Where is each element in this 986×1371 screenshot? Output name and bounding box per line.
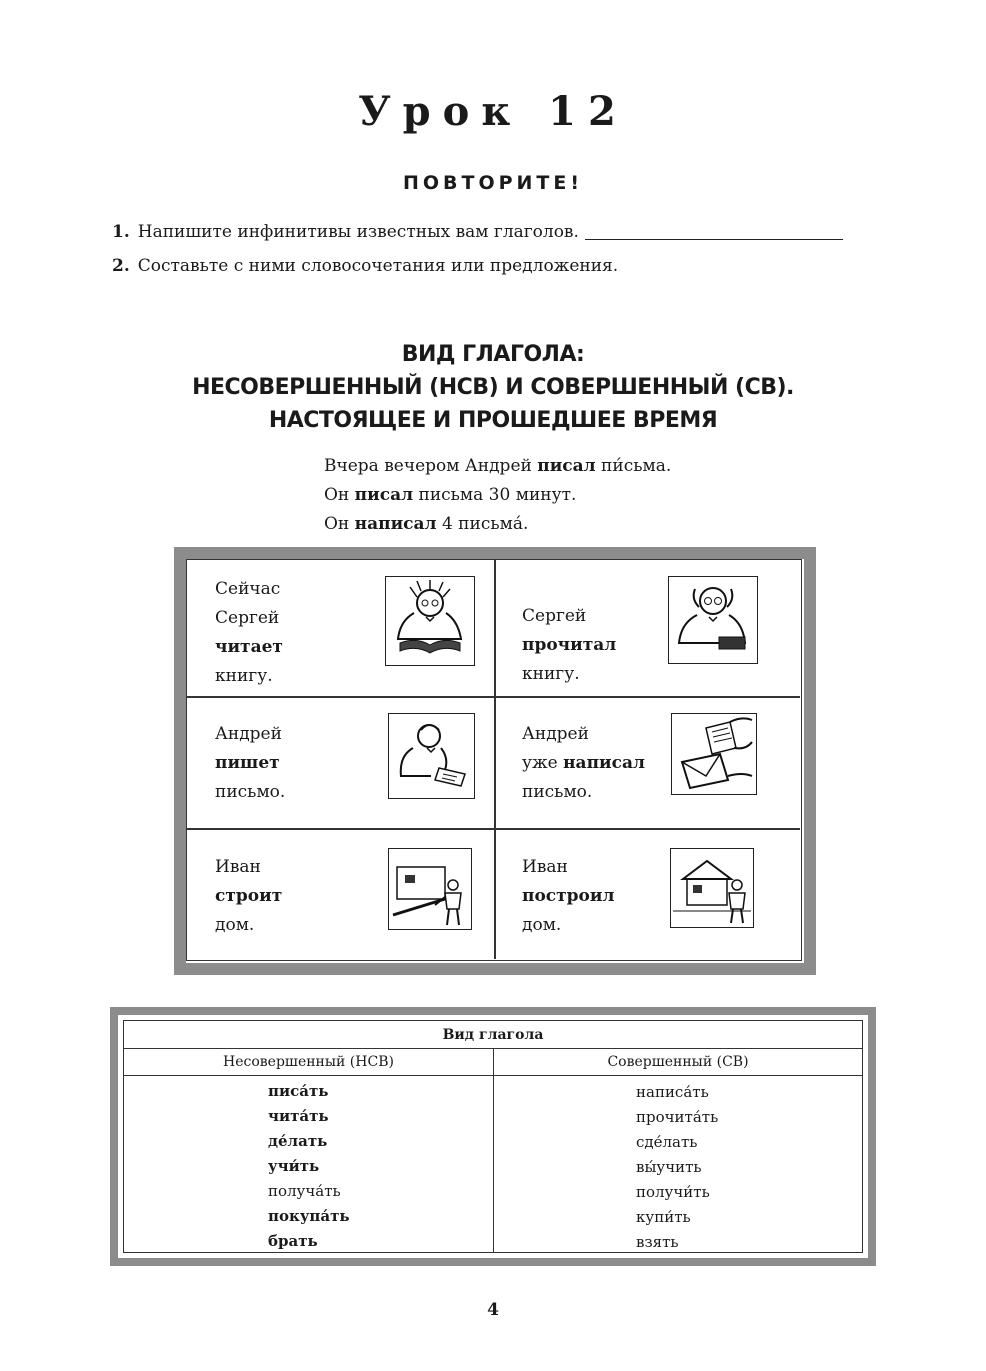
example-text: письма 30 минут.: [413, 485, 577, 505]
verb-table: [123, 1020, 863, 1253]
cell-verb: пишет: [215, 753, 280, 773]
nsv-verb: де́лать: [268, 1132, 328, 1150]
column-header-sv: Совершенный (СВ): [607, 1054, 749, 1070]
sv-verb: взять: [636, 1233, 679, 1251]
answer-line: [585, 239, 843, 240]
example-sentence: [324, 510, 671, 539]
task-number: 2.: [112, 256, 130, 276]
example-sentence: [324, 452, 671, 481]
cell-line: дом.: [215, 915, 255, 935]
man-reading-book-icon: [385, 576, 475, 666]
column-header-nsv: Несовершенный (НСВ): [223, 1054, 394, 1070]
heading-line: НЕСОВЕРШЕННЫЙ (НСВ) И СОВЕРШЕННЫЙ (СВ).: [192, 375, 794, 400]
heading-line: ВИД ГЛАГОЛА:: [401, 342, 585, 367]
nsv-verb: учи́ть: [268, 1157, 320, 1175]
nsv-verb: чита́ть: [268, 1107, 329, 1125]
cell-line: книгу.: [522, 664, 580, 684]
cell-verb: строит: [215, 886, 283, 906]
nsv-verb: писа́ть: [268, 1082, 329, 1100]
cell-text: [522, 853, 615, 940]
task-1: [112, 222, 843, 242]
nsv-verb: получа́ть: [268, 1182, 341, 1200]
cell-line: Сергей: [522, 606, 587, 626]
cell-line: Иван: [215, 857, 261, 877]
cell-line: письмо.: [522, 782, 593, 802]
verb-table-frame: [110, 1007, 876, 1266]
cell-line: Сергей: [215, 608, 280, 628]
sv-verb: купи́ть: [636, 1208, 691, 1226]
example-text: 4 письма́.: [436, 514, 529, 534]
task-text: Составьте с ними словосочетания или предложения.: [137, 256, 619, 276]
lesson-title: Урок 12: [358, 88, 628, 135]
picture-grid: [186, 559, 802, 961]
cell-text: [522, 602, 616, 689]
cell-line: письмо.: [215, 782, 286, 802]
nsv-verb-list: [268, 1079, 350, 1254]
repeat-heading: ПОВТОРИТЕ!: [402, 172, 584, 194]
man-writing-letter-icon: [388, 713, 475, 799]
section-heading: [0, 338, 986, 437]
cell-line: Иван: [522, 857, 568, 877]
cell-line: Сейчас: [215, 579, 281, 599]
picture-frame: [174, 547, 816, 975]
cell-text: [522, 720, 645, 807]
nsv-verb: покупа́ть: [268, 1207, 350, 1225]
task-text: Напишите инфинитивы известных вам глаголов.: [137, 222, 579, 242]
heading-line: НАСТОЯЩЕЕ И ПРОШЕДШЕЕ ВРЕМЯ: [268, 408, 718, 433]
sv-verb: прочита́ть: [636, 1108, 719, 1126]
man-finished-book-icon: [668, 576, 758, 664]
example-verb: писал: [537, 456, 596, 476]
sv-verb: вы́учить: [636, 1158, 702, 1176]
cell-verb: прочитал: [522, 635, 617, 655]
hand-sealing-envelope-icon: [671, 713, 757, 795]
verb-table-title: Вид глагола: [442, 1027, 544, 1043]
cell-verb: читает: [215, 637, 283, 657]
example-sentence: [324, 481, 671, 510]
cell-verb: написал: [563, 753, 645, 773]
sv-verb: написа́ть: [636, 1083, 709, 1101]
example-verb: написал: [354, 514, 437, 534]
cell-line: дом.: [522, 915, 562, 935]
sv-verb-list: [636, 1080, 718, 1255]
man-by-built-house-icon: [670, 848, 754, 928]
task-2: [112, 256, 618, 276]
sv-verb: получи́ть: [636, 1183, 710, 1201]
nsv-verb: брать: [268, 1232, 318, 1250]
cell-text: [215, 575, 283, 691]
example-sentences: [324, 452, 671, 539]
cell-verb: построил: [522, 886, 615, 906]
task-number: 1.: [112, 222, 130, 242]
cell-text: [215, 853, 282, 940]
cell-text: [215, 720, 285, 807]
cell-line: уже: [522, 753, 564, 773]
sv-verb: сде́лать: [636, 1133, 698, 1151]
example-text: пи́сьма.: [595, 456, 672, 476]
example-text: Вчера вечером Андрей: [324, 456, 538, 476]
example-verb: писал: [354, 485, 414, 505]
example-text: Он: [324, 485, 355, 505]
cell-line: книгу.: [215, 666, 273, 686]
cell-line: Андрей: [522, 724, 589, 744]
example-text: Он: [324, 514, 355, 534]
page-number: 4: [487, 1300, 499, 1320]
man-building-house-icon: [388, 848, 472, 930]
cell-line: Андрей: [215, 724, 282, 744]
